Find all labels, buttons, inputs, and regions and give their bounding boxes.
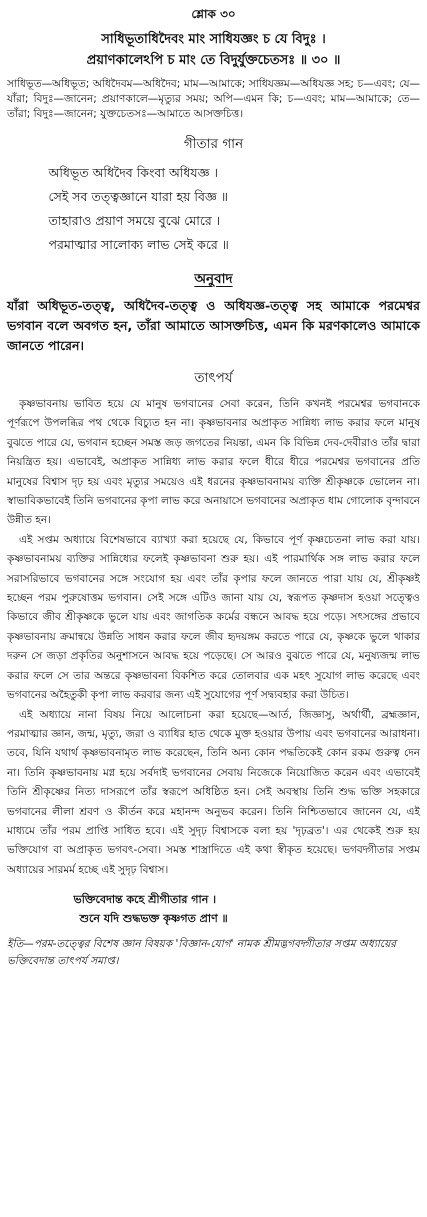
purport-paragraph: কৃষ্ণভাবনায় ভাবিত হয়ে যে মানুষ ভগবানের সেবা করেন, তিনি কখনই পরমেশ্বর ভগবানকে পূর্ণরূপে উপলব্ধির পথ থেকে বিচ্যুত হন না। কৃষ্ণভাবনার অপ্রাকৃত সান্নিধ্য লাভ করার ফলে মানুষ বুঝতে পারে যে, ভগবান হচ্ছেন সমস্ত জড় জগতের নিয়ন্তা, এমন কি বিভিন্ন দেব-দেবীরাও তাঁর দ্বারা নিয়ন্ত্রিত হয়। এভাবেই, অপ্রাকৃত সান্নিধ্য লাভ করার ফলে ধীরে ধীরে পরমেশ্বর ভগবানের প্রতি মানুষের বিশ্বাস দৃঢ় হয় এবং মৃত্যুর সময়েও এই ধরনের কৃষ্ণভাবনাময় ব্যক্তি শ্রীকৃষ্ণকে ভোলেন না। স্বাভাবিকভাবেই তিনি ভগবানের কৃপা লাভ করে অনায়াসে ভগবানের অপ্রাকৃত ধাম গোলোক বৃন্দাবনে উন্নীত হন। [7,398,420,527]
closing-couplet [74,890,354,928]
word-synonyms: সাধিভূত—অধিভূত; অধিদৈবম—অধিদৈব; মাম—আমাকে; সাধিযজ্ঞম—অধিযজ্ঞ সহ; চ—এবং; যে—যাঁরা; বিদুঃ—জানেন; প্রয়াণকালে—মৃত্যুর সময়; অপি—এমন কি; চ—এবং; মাম—আমাকে; তে—তাঁরা; বিদুঃ—জানেন; যুক্তচেতসঃ—আমাতে আসক্তচিত্ত। [7,78,420,120]
purport-paragraph: এই অধ্যায়ে নানা বিষয় নিয়ে আলোচনা করা হয়েছে—আর্ত, জিজ্ঞাসু, অর্থার্থী, ব্রহ্মজ্ঞান, পরমাত্মার জ্ঞান, জন্ম, মৃত্যু, জরা ও ব্যাধির হাত থেকে মুক্ত হওয়ার উপায় এবং ভগবানের আরাধনা। তবে, যিনি যথার্থ কৃষ্ণভাবনামৃত লাভ করেছেন, তিনি অন্য কোন পদ্ধতিকেই কোন রকম গুরুত্ব দেন না। তিনি কৃষ্ণভাবনায় মগ্ন হয়ে সর্বদাই ভগবানের সেবায় নিজেকে নিয়োজিত করেন এবং এভাবেই তিনি শ্রীকৃষ্ণের নিত্য দাসরূপে তাঁর স্বরূপে অধিষ্ঠিত হন। সেই অবস্থায় তিনি শুদ্ধ ভক্তি সহকারে ভগবানের লীলা শ্রবণ ও কীর্তন করে মহানন্দ অনুভব করেন। তিনি নিশ্চিতভাবে জানেন যে, এই মাধ্যমে তাঁর পরম প্রাপ্তি সাধিত হবে। এই সুদৃঢ় বিশ্বাসকে বলা হয় 'দৃঢ়ব্রত'। এর থেকেই শুরু হয় ভক্তিযোগ বা অপ্রাকৃত ভগবৎ-সেবা। সমস্ত শাস্ত্রাদিতে এই কথা স্বীকৃত হয়েছে। ভগবদ্গীতার সপ্তম অধ্যায়ের সারমর্ম হচ্ছে এই সুদৃঢ় বিশ্বাস। [7,708,420,876]
translation-text: যাঁরা অধিভূত-তত্ত্ব, অধিদৈব-তত্ত্ব ও অধিযজ্ঞ-তত্ত্ব সহ আমাকে পরমেশ্বর ভগবান বলে অবগত হন, তাঁরা আমাতে আসক্তচিত্ত, এমন কি মরণকালেও আমাকে জানতে পারেন। [7,298,420,353]
song-line: অধিভূত অধিদৈব কিংবা অধিযজ্ঞ । [48,165,219,180]
sanskrit-verse [7,29,420,71]
song-verse [49,161,379,257]
song-title: গীতার গান [183,136,244,152]
chapter-colophon: ইতি—পরম-তত্ত্বের বিশেষ জ্ঞান বিষয়ক 'বিজ্ঞান-যোগ' নামক শ্রীমদ্ভগবদ্গীতার সপ্তম অধ্যায়ের ভক্তিবেদান্ত তাৎপর্য সমাপ্ত। [7,938,397,968]
purport-title: তাৎপর্য [194,370,233,386]
purport-paragraph: এই সপ্তম অধ্যায়ে বিশেষভাবে ব্যাখ্যা করা হয়েছে যে, কিভাবে পূর্ণ কৃষ্ণচেতনা লাভ করা যায়। কৃষ্ণভাবনাময় ব্যক্তির সান্নিধ্যের ফলেই কৃষ্ণভাবনা শুরু হয়। এই পারমার্থিক সঙ্গ লাভ করার ফলে সরাসরিভাবে ভগবানের সঙ্গে সংযোগ হয় এবং তাঁর কৃপার ফলে জানতে পারা যায় যে, শ্রীকৃষ্ণই হচ্ছেন পরম পুরুষোত্তম ভগবান। সেই সঙ্গে এটিও জানা যায় যে, স্বরূপত কৃষ্ণদাস হওয়া সত্ত্বেও কিভাবে জীব শ্রীকৃষ্ণকে ভুলে যায় এবং জাগতিক কর্মের বন্ধনে আবদ্ধ হয়ে পড়ে। সৎসঙ্গের প্রভাবে কৃষ্ণভাবনায় ক্রমান্বয়ে উন্নতি সাধন করার ফলে জীব হৃদয়ঙ্গম করতে পারে যে, কৃষ্ণকে ভুলে থাকার দরুন সে জড়া প্রকৃতির অনুশাসনে আবদ্ধ হয়ে পড়েছে। সে আরও বুঝতে পারে যে, মনুষ্যজন্ম লাভ করার ফলে সে তার অন্তরে কৃষ্ণভাবনা বিকশিত করে তোলবার এক মহৎ সুযোগ লাভ করেছে এবং ভগবানের অহৈতুকী কৃপা লাভ করবার জন্য এই সুযোগের পূর্ণ সদ্ব্যবহার করা উচিত। [7,533,420,702]
translation-title [7,268,420,291]
sanskrit-line: প্রয়াণকালেঽপি চ মাং তে বিদুর্যুক্তচেতসঃ ॥ ৩০ ॥ [86,53,341,68]
purport-body [7,395,420,880]
sanskrit-line: সাধিভূতাধিদৈবং মাং সাধিযজ্ঞং চ যে বিদুঃ । [101,32,326,47]
verse-number: শ্লোক ৩০ [191,7,236,21]
closing-line: ভক্তিবেদান্ত কহে শ্রীগীতার গান । [73,893,217,907]
song-line: সেই সব তত্ত্বজ্ঞানে যারা হয় বিজ্ঞ ॥ [48,189,228,204]
song-line: পরমাত্মার সালোক্য লাভ সেই করে ॥ [48,237,229,252]
song-line: তাহারাও প্রয়াণ সময়ে বুঝে মোরে । [48,213,221,228]
translation-title-text: অনুবাদ [194,271,233,287]
closing-line: শুনে যদি শুদ্ধভক্ত কৃষ্ণগত প্রাণ ॥ [79,912,228,926]
